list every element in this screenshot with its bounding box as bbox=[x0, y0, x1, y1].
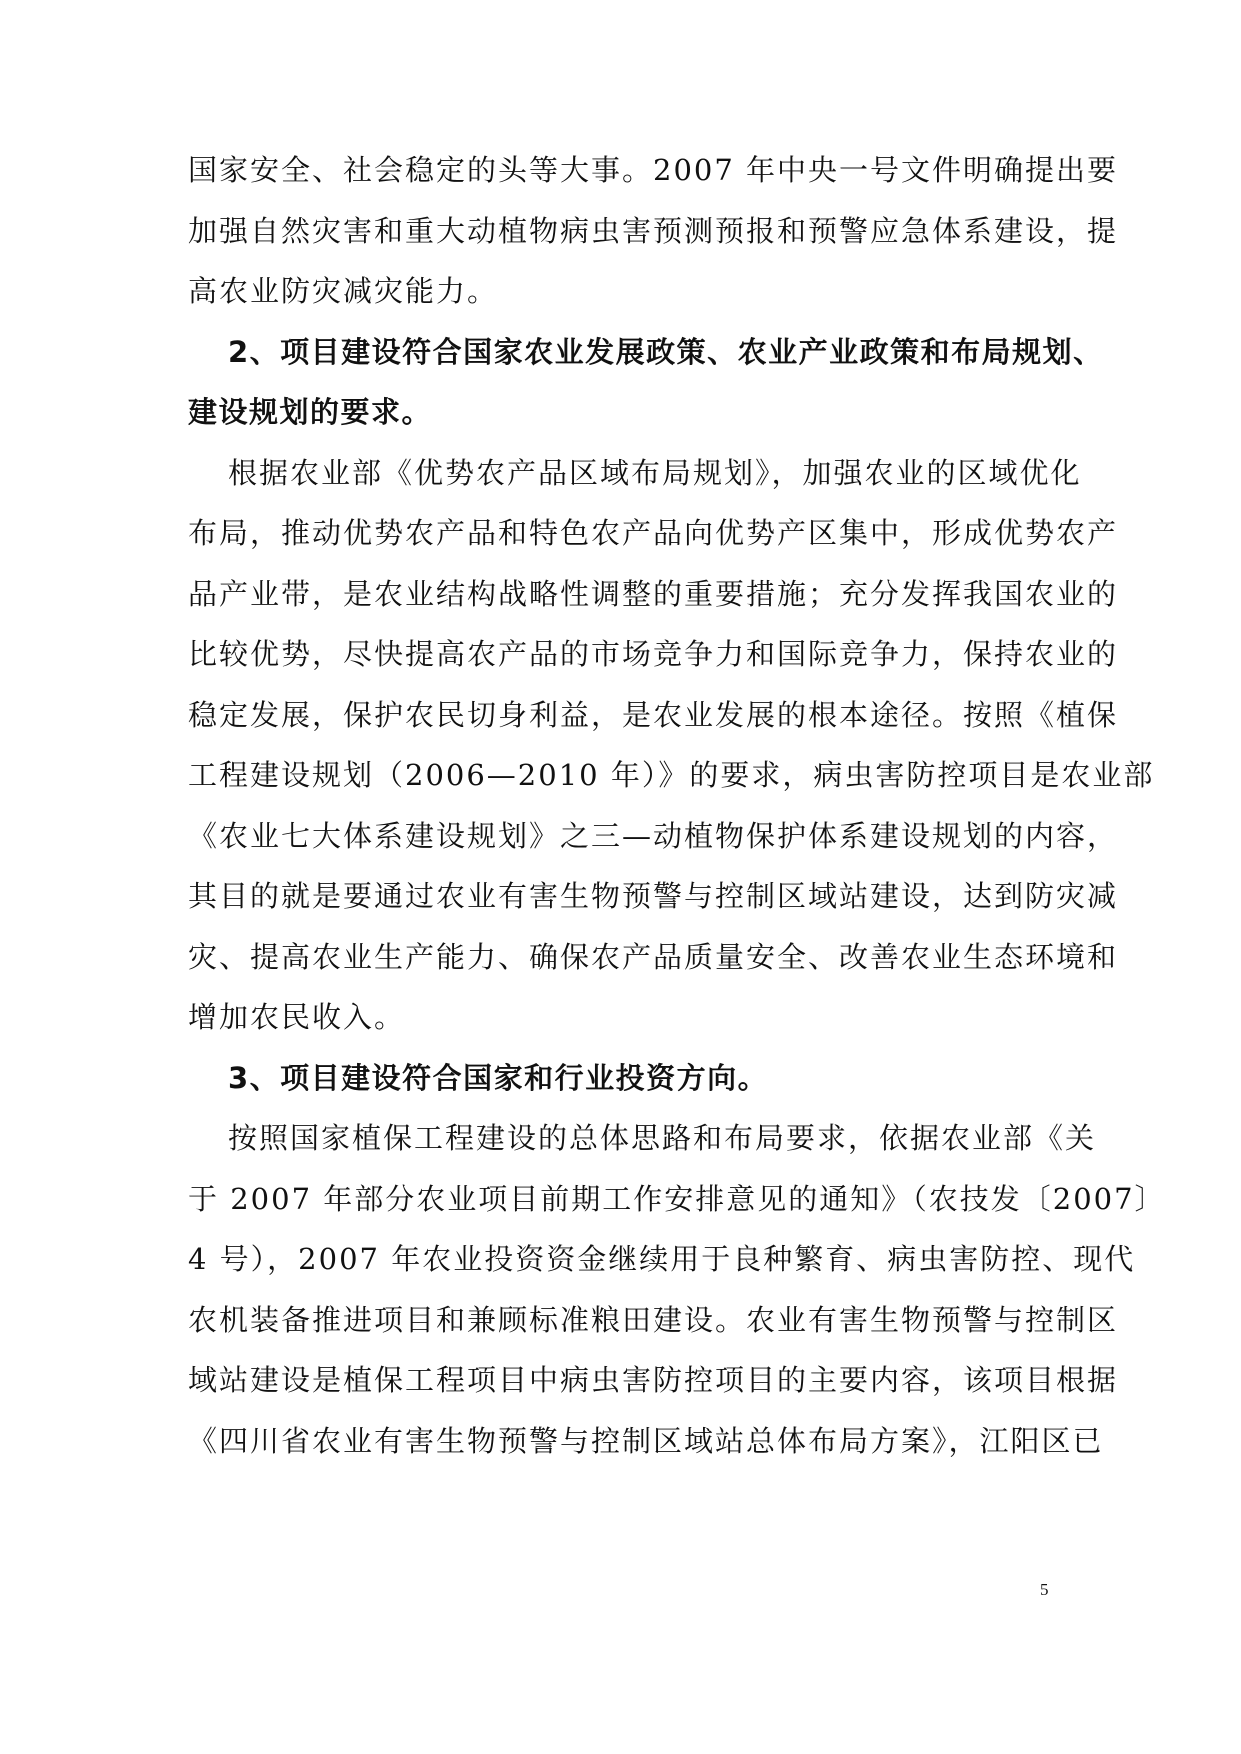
paragraph-line: 根据农业部《优势农产品区域布局规划》，加强农业的区域优化 bbox=[228, 456, 1082, 490]
paragraph-line: 比较优势，尽快提高农产品的市场竞争力和国际竞争力，保持农业的 bbox=[188, 637, 1119, 671]
paragraph-line: 域站建设是植保工程项目中病虫害防控项目的主要内容，该项目根据 bbox=[188, 1363, 1119, 1397]
paragraph-line: 其目的就是要通过农业有害生物预警与控制区域站建设，达到防灾减 bbox=[188, 879, 1119, 913]
paragraph-line: 高农业防灾减灾能力。 bbox=[188, 274, 499, 308]
section-heading-line: 建设规划的要求。 bbox=[188, 395, 433, 429]
paragraph-line: 工程建设规划（2006—2010 年）》的要求，病虫害防控项目是农业部 bbox=[188, 758, 1155, 792]
paragraph-line: 品产业带，是农业结构战略性调整的重要措施；充分发挥我国农业的 bbox=[188, 577, 1119, 611]
paragraph-line: 农机装备推进项目和兼顾标准粮田建设。农业有害生物预警与控制区 bbox=[188, 1303, 1119, 1337]
paragraph-line: 稳定发展，保护农民切身利益，是农业发展的根本途径。按照《植保 bbox=[188, 698, 1119, 732]
paragraph-line: 国家安全、社会稳定的头等大事。2007 年中央一号文件明确提出要 bbox=[188, 153, 1119, 187]
paragraph-line: 《四川省农业有害生物预警与控制区域站总体布局方案》，江阳区已 bbox=[188, 1424, 1104, 1458]
paragraph-line: 《农业七大体系建设规划》之三—动植物保护体系建设规划的内容， bbox=[188, 819, 1119, 853]
page-number: 5 bbox=[1040, 1580, 1049, 1599]
section-heading-line: 2、项目建设符合国家农业发展政策、农业产业政策和布局规划、 bbox=[228, 335, 1104, 369]
paragraph-line: 于 2007 年部分农业项目前期工作安排意见的通知》（农技发〔2007〕 bbox=[188, 1182, 1166, 1216]
paragraph-line: 按照国家植保工程建设的总体思路和布局要求，依据农业部《关 bbox=[228, 1121, 1097, 1155]
section-heading-line: 3、项目建设符合国家和行业投资方向。 bbox=[228, 1061, 769, 1095]
paragraph-line: 增加农民收入。 bbox=[188, 1000, 406, 1034]
paragraph-line: 灾、提高农业生产能力、确保农产品质量安全、改善农业生态环境和 bbox=[188, 940, 1119, 974]
paragraph-line: 4 号），2007 年农业投资资金继续用于良种繁育、病虫害防控、现代 bbox=[188, 1242, 1136, 1276]
paragraph-line: 布局，推动优势农产品和特色农产品向优势产区集中，形成优势农产 bbox=[188, 516, 1119, 550]
paragraph-line: 加强自然灾害和重大动植物病虫害预测预报和预警应急体系建设，提 bbox=[188, 214, 1119, 248]
